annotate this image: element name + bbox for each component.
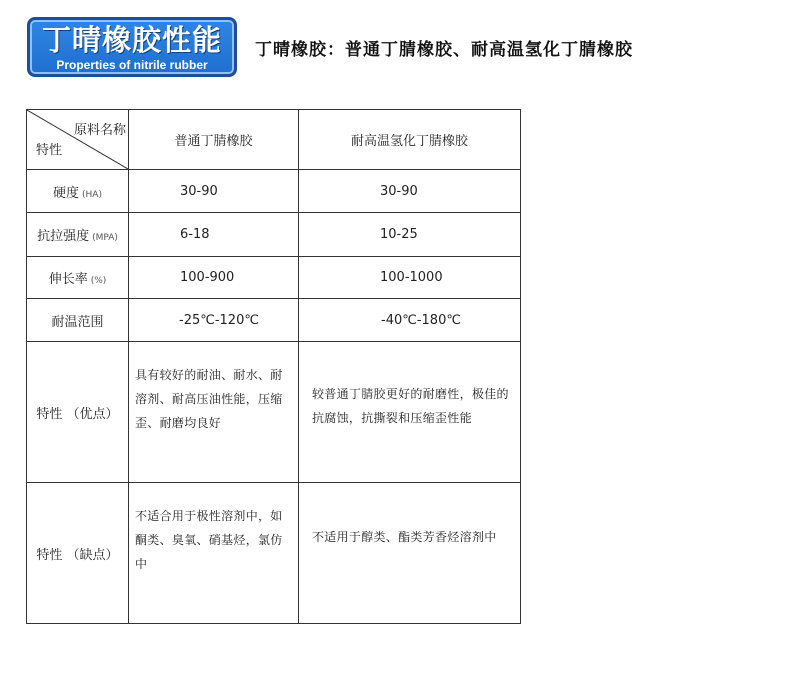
value-hnbr: -40℃-180℃ (299, 299, 521, 342)
table-row-tensile-strength (27, 213, 521, 257)
badge-title: 丁晴橡胶性能 (41, 23, 222, 57)
table-row-elongation (27, 257, 521, 299)
row-label-cell (27, 213, 129, 257)
advantages-standard-nbr: 具有较好的耐油、耐水、耐溶剂、耐高压油性能，压缩歪、耐磨均良好 (129, 342, 299, 483)
title-badge (27, 17, 237, 77)
row-unit: (HA) (82, 189, 102, 200)
table-row-advantages (27, 342, 521, 483)
table-row-disadvantages (27, 483, 521, 624)
row-label-cell (27, 170, 129, 213)
row-label-cell (27, 257, 129, 299)
value-standard-nbr: 30-90 (129, 170, 299, 213)
row-unit: (%) (90, 276, 107, 286)
badge-subtitle: Properties of nitrile rubber (56, 58, 208, 72)
disadvantages-hnbr: 不适用于醇类、酯类芳香烃溶剂中 (299, 483, 521, 624)
row-label-advantages: 特性 （优点） (27, 342, 129, 483)
value-hnbr: 10-25 (299, 213, 521, 257)
column-header-standard-nbr: 普通丁腈橡胶 (129, 110, 299, 170)
value-standard-nbr: -25℃-120℃ (129, 299, 299, 342)
page-headline: 丁晴橡胶：普通丁腈橡胶、耐高温氢化丁腈橡胶 (255, 40, 633, 60)
column-header-hnbr: 耐高温氢化丁腈橡胶 (299, 110, 521, 170)
row-label-disadvantages: 特性 （缺点） (27, 483, 129, 624)
row-label: 耐温范围 (51, 314, 104, 330)
row-label: 硬度 (53, 185, 80, 201)
corner-label-material: 原料名称 (73, 123, 126, 138)
row-label-cell (27, 299, 129, 342)
row-label: 伸长率 (48, 272, 88, 287)
disadvantages-standard-nbr: 不适合用于极性溶剂中，如酮类、臭氧、硝基烃，氯仿中 (129, 483, 299, 624)
value-standard-nbr: 6-18 (129, 213, 299, 257)
table-row-hardness (27, 170, 521, 213)
value-standard-nbr: 100-900 (129, 257, 299, 299)
value-hnbr: 30-90 (299, 170, 521, 213)
table-header-row (27, 110, 521, 170)
corner-label-property: 特性 (36, 143, 63, 158)
advantages-hnbr: 较普通丁腈胶更好的耐磨性，极佳的抗腐蚀，抗撕裂和压缩歪性能 (299, 342, 521, 483)
diagonal-header-cell (27, 110, 129, 170)
table-row-temperature-range (27, 299, 521, 342)
row-label: 抗拉强度 (37, 229, 90, 244)
value-hnbr: 100-1000 (299, 257, 521, 299)
properties-table (26, 109, 521, 624)
row-unit: (MPA) (92, 233, 118, 243)
